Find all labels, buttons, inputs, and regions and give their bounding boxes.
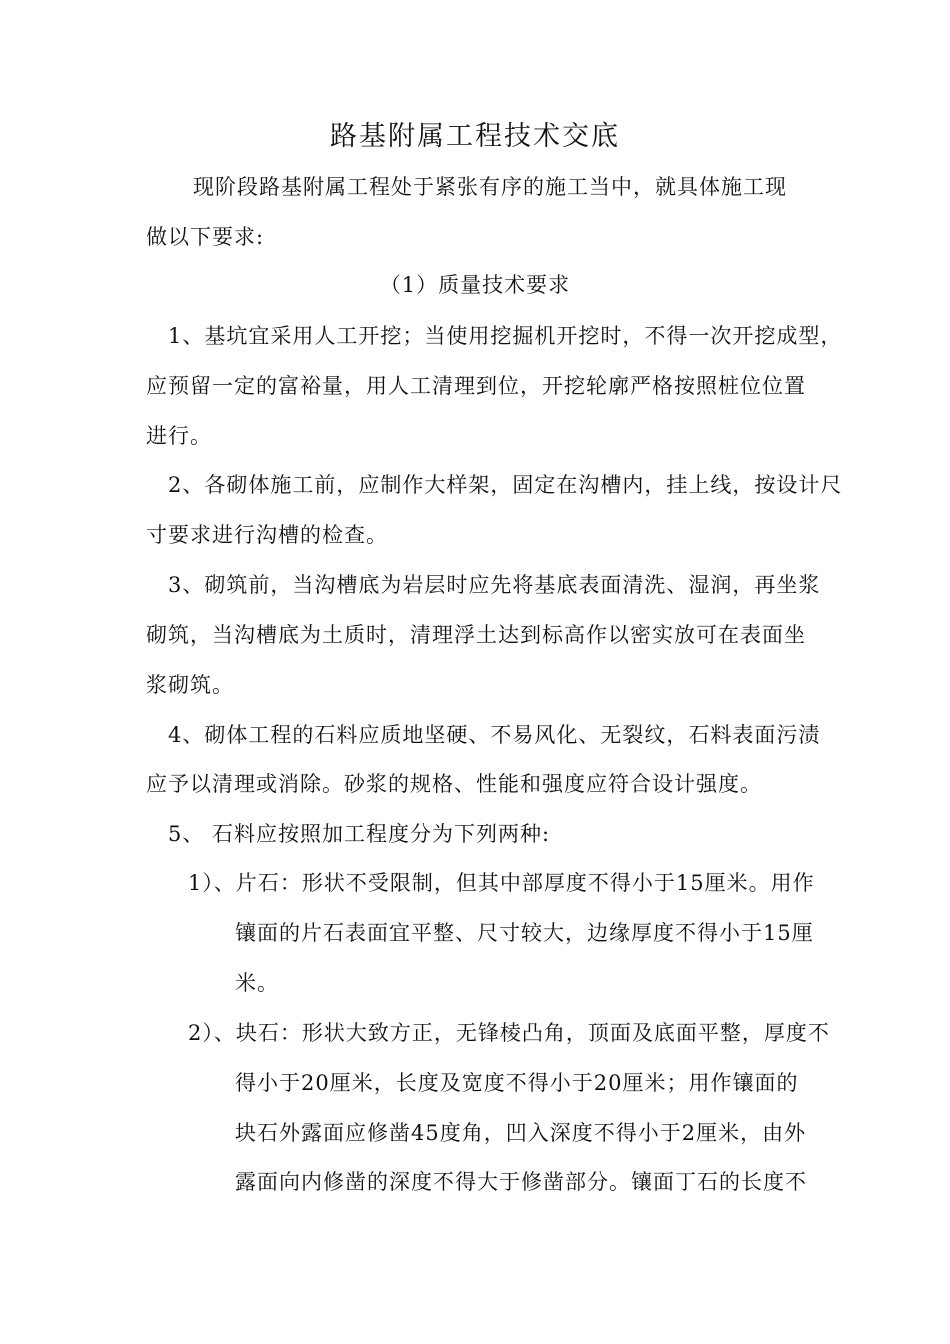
item-2-line-1: 2、各砌体施工前，应制作大样架，固定在沟槽内，挂上线，按设计尺 xyxy=(168,473,843,497)
intro-line-2: 做以下要求: xyxy=(146,225,265,249)
section-heading: （1）质量技术要求 xyxy=(379,273,571,297)
subitem-1-line-2: 镶面的片石表面宜平整、尺寸较大，边缘厚度不得小于15厘 xyxy=(235,921,814,945)
item-3-line-3: 浆砌筑。 xyxy=(146,673,234,697)
item-1-line-2: 应预留一定的富裕量，用人工清理到位，开挖轮廓严格按照桩位位置 xyxy=(146,374,806,398)
subitem-2-line-1: 2）、块石：形状大致方正，无锋棱凸角，顶面及底面平整，厚度不 xyxy=(188,1021,830,1045)
document-title: 路基附属工程技术交底 xyxy=(330,121,620,152)
subitem-2-line-3: 块石外露面应修凿45度角，凹入深度不得小于2厘米，由外 xyxy=(235,1121,807,1145)
item-4-line-1: 4、砌体工程的石料应质地坚硬、不易风化、无裂纹，石料表面污渍 xyxy=(168,723,821,747)
subitem-2-line-2: 得小于20厘米，长度及宽度不得小于20厘米；用作镶面的 xyxy=(235,1071,799,1095)
intro-line-1: 现阶段路基附属工程处于紧张有序的施工当中，就具体施工现 xyxy=(193,175,787,199)
subitem-2-line-4: 露面向内修凿的深度不得大于修凿部分。镶面丁石的长度不 xyxy=(235,1170,807,1194)
item-3-line-2: 砌筑，当沟槽底为土质时，清理浮土达到标高作以密实放可在表面坐 xyxy=(146,623,806,647)
item-2-line-2: 寸要求进行沟槽的检查。 xyxy=(146,523,388,547)
item-4-line-2: 应予以清理或消除。砂浆的规格、性能和强度应符合设计强度。 xyxy=(146,772,762,796)
item-1-line-3: 进行。 xyxy=(146,424,212,448)
item-1-line-1: 1、基坑宜采用人工开挖；当使用挖掘机开挖时，不得一次开挖成型， xyxy=(168,324,843,348)
subitem-1-line-1: 1）、片石：形状不受限制，但其中部厚度不得小于15厘米。用作 xyxy=(188,871,815,895)
item-3-line-1: 3、砌筑前，当沟槽底为岩层时应先将基底表面清洗、湿润，再坐浆 xyxy=(168,573,821,597)
subitem-1-line-3: 米。 xyxy=(235,971,279,995)
item-5-line-1: 5、 石料应按照加工程度分为下列两种: xyxy=(168,822,551,846)
